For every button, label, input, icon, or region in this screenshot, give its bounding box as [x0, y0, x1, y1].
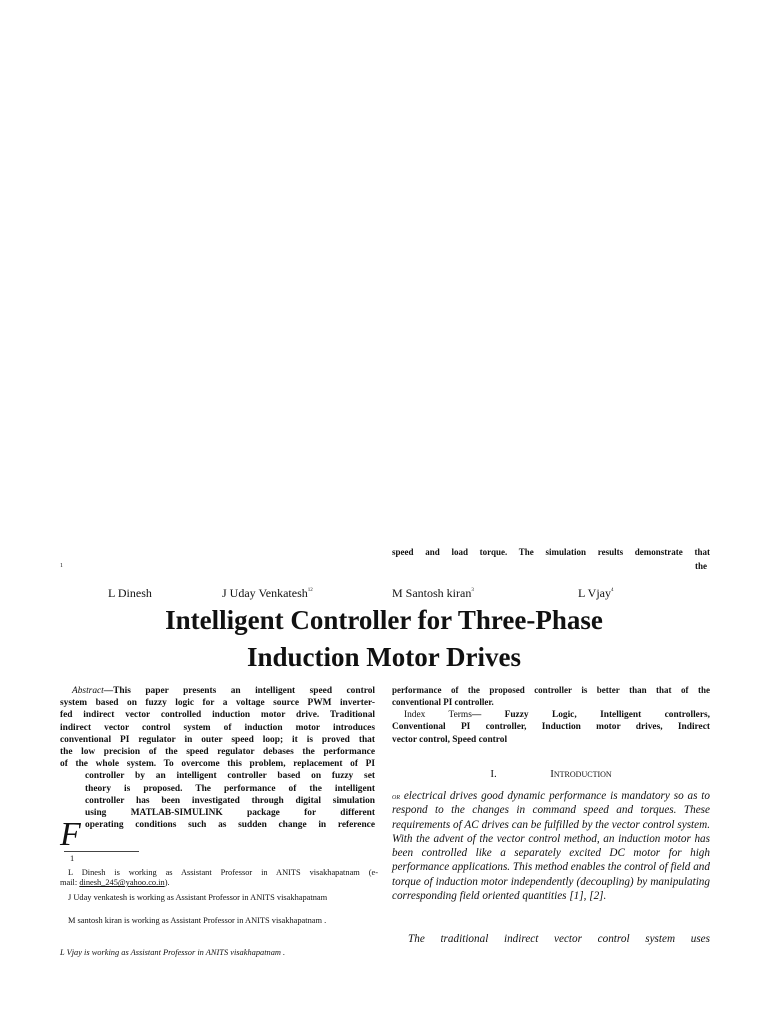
- paper-title: [0, 602, 768, 676]
- footnote-4: L Vjay is working as Assistant Professor in ANITS visakhapatnam .: [60, 948, 286, 957]
- author-1: L Dinesh: [108, 586, 152, 600]
- abstract-line: system based on fuzzy logic for a voltage source PWM inverter-: [60, 698, 375, 709]
- intro-next-paragraph: The traditional indirect vector control system uses: [408, 933, 710, 945]
- abstract-line: fed indirect vector controlled induction motor drive. Traditional: [60, 710, 375, 721]
- title-line-1: Intelligent Controller for Three-Phase: [165, 605, 603, 635]
- author-4: L Vjay$^4$: [578, 586, 614, 600]
- abstract-cont-line-2: conventional PI controller.: [392, 697, 494, 708]
- author-2: J Uday Venkatesh$^{12}$: [222, 586, 313, 600]
- abstract-line: using MATLAB-SIMULINK package for different: [85, 808, 375, 819]
- footnote-marker: 1: [70, 854, 75, 863]
- email-link[interactable]: dinesh_245@yahoo.co.in: [79, 878, 165, 888]
- footnote-1: L Dinesh is working as Assistant Professor in ANITS visakhapatnam (e- mail: dinesh_245@yahoo.co.in).: [60, 868, 378, 888]
- abstract-line: operating conditions such as sudden change in reference: [85, 820, 375, 831]
- abstract: [60, 685, 375, 831]
- intro-paragraph: or electrical drives good dynamic performance is mandatory so as to respond to the changes in command speed and torques. These requirements of AC drives can be fulfilled by the vector control system. With the advent of the vector control method, an induction motor has been controlled like a separately excited DC motor for high performance applications. This method enables the control of field and torque of induction motor independently (decoupling) by manipulating corresponding field oriented quantities [1], [2].: [392, 790, 710, 903]
- index-terms: Index Terms— Fuzzy Logic, Intelligent controllers,: [404, 709, 710, 720]
- carryover-line-2: the: [695, 561, 707, 571]
- drop-cap: F: [60, 816, 81, 853]
- index-terms-line-3: vector control, Speed control: [392, 734, 508, 745]
- abstract-cont-line-1: performance of the proposed controller is better than that of the: [392, 685, 710, 695]
- section-number: I.: [490, 768, 497, 780]
- title-line-2: Induction Motor Drives: [247, 642, 521, 672]
- section-title: Introduction: [550, 768, 612, 780]
- index-terms-line-2: Conventional PI controller, Induction motor drives, Indirect: [392, 722, 710, 733]
- carryover-line-1: speed and load torque. The simulation results demonstrate that: [392, 547, 710, 557]
- abstract-continuation: [392, 684, 710, 746]
- abstract-label: Abstract: [72, 686, 104, 696]
- author-3: M Santosh kiran$^3$: [392, 586, 474, 600]
- abstract-line: controller has been investigated through digital simulation: [85, 795, 375, 806]
- index-terms-label: Index Terms: [404, 709, 472, 720]
- intro-lead: or: [392, 791, 400, 801]
- abstract-line: conventional PI regulator in outer speed loop; it is proved that: [60, 734, 375, 745]
- footnote-3: M santosh kiran is working as Assistant Professor in ANITS visakhapatnam .: [68, 916, 327, 925]
- abstract-line: the low precision of the speed regulator debases the performance: [60, 747, 375, 758]
- abstract-line: theory is proposed. The performance of the intelligent: [85, 783, 375, 794]
- abstract-line: indirect vector control system of induction motor introduces: [60, 722, 375, 733]
- footnote-2: J Uday venkatesh is working as Assistant Professor in ANITS visakhapatnam: [68, 893, 328, 902]
- section-heading: [392, 768, 710, 780]
- abstract-line: controller by an intelligent controller based on fuzzy set: [85, 771, 375, 782]
- abstract-line: of the whole system. To overcome this problem, replacement of PI: [60, 759, 375, 770]
- page-marker: 1: [60, 563, 63, 569]
- abstract-line: Abstract—This paper presents an intelligent speed control: [72, 686, 375, 696]
- footnote-rule: [64, 851, 139, 852]
